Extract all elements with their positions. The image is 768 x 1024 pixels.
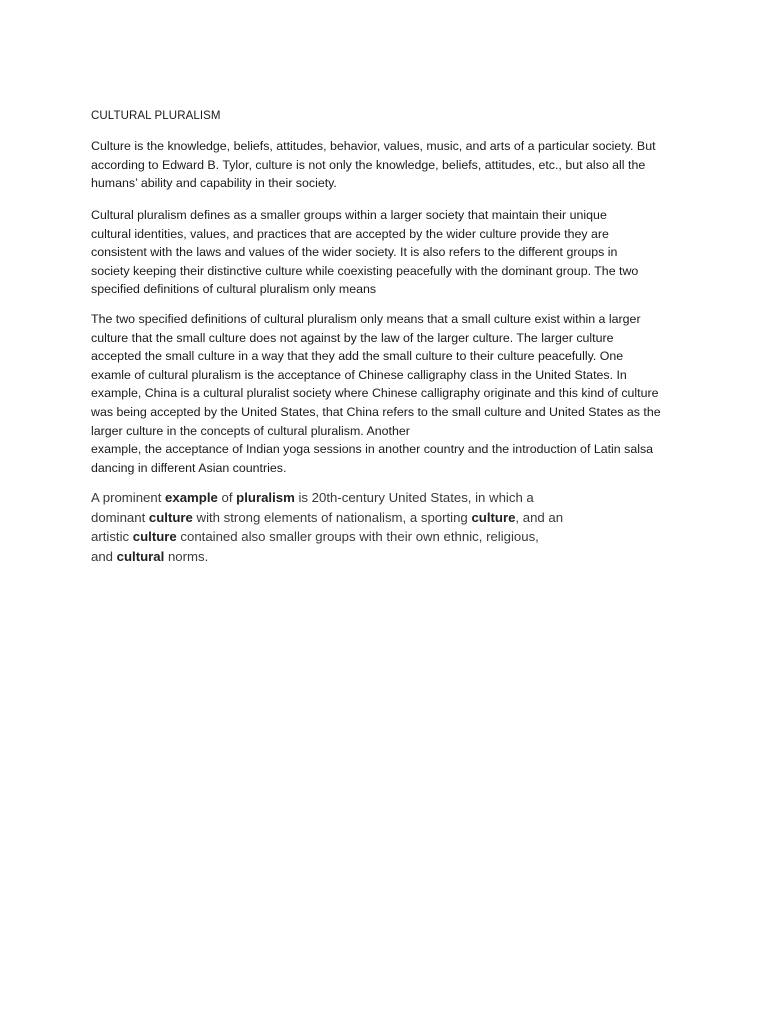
- quote-text: , and an: [515, 509, 564, 525]
- quote-text: with strong elements of nationalism, a sporting: [192, 509, 472, 525]
- quote-keyword: example: [165, 490, 218, 505]
- quote-keyword: culture: [132, 529, 177, 545]
- quote-text: is 20th-century United States, in which a: [294, 490, 534, 505]
- quote-text: of: [217, 490, 237, 505]
- paragraph-pluralism-examples: [91, 310, 681, 477]
- paragraph-line: larger culture in the concepts of cultural pluralism. Another: [91, 423, 410, 438]
- paragraph-line: humans’ ability and capability in their society.: [91, 176, 337, 191]
- paragraph-pluralism-definition: [91, 206, 681, 299]
- quote-line: [91, 508, 681, 528]
- paragraph-line: examle of cultural pluralism is the acceptance of Chinese calligraphy class in the United States. In: [91, 367, 627, 382]
- paragraph-line: dancing in different Asian countries.: [91, 460, 287, 475]
- document-title: CULTURAL PLURALISM: [91, 110, 221, 122]
- quote-keyword: pluralism: [236, 490, 295, 505]
- paragraph-line: specified definitions of cultural pluralism only means: [91, 282, 377, 297]
- paragraph-line: society keeping their distinctive culture while coexisting peacefully with the dominant group. The two: [91, 263, 639, 278]
- paragraph-line: The two specified definitions of cultural pluralism only means that a small culture exist within a larger: [91, 312, 641, 326]
- paragraph-line: was being accepted by the United States, that China refers to the small culture and United States as the: [91, 404, 661, 419]
- quote-text: norms.: [164, 548, 209, 564]
- paragraph-culture-definition: [91, 137, 681, 193]
- paragraph-line: example, the acceptance of Indian yoga sessions in another country and the introduction of Latin salsa: [91, 442, 654, 457]
- quote-text: artistic: [91, 529, 133, 545]
- paragraph-line: according to Edward B. Tylor, culture is not only the knowledge, beliefs, attitudes, etc., but also all the: [91, 157, 646, 172]
- quote-text: contained also smaller groups with their own ethnic, religious,: [176, 529, 539, 545]
- paragraph-line: Culture is the knowledge, beliefs, attitudes, behavior, values, music, and arts of a particular society. But: [91, 139, 656, 153]
- quote-keyword: cultural: [116, 548, 165, 564]
- paragraph-line: example, China is a cultural pluralist society where Chinese calligraphy originate and this kind of culture: [91, 386, 659, 401]
- quoted-excerpt: [91, 488, 681, 566]
- quote-keyword: culture: [471, 509, 516, 525]
- paragraph-line: Cultural pluralism defines as a smaller groups within a larger society that maintain their unique: [91, 208, 607, 222]
- paragraph-line: culture that the small culture does not against by the law of the larger culture. The larger culture: [91, 330, 614, 345]
- quote-line: [91, 488, 681, 508]
- quote-keyword: culture: [148, 509, 193, 525]
- quote-text: and: [91, 548, 117, 564]
- paragraph-line: cultural identities, values, and practices that are accepted by the wider culture provide they are: [91, 226, 609, 241]
- quote-text: dominant: [91, 509, 149, 525]
- quote-line: [91, 547, 681, 567]
- paragraph-line: accepted the small culture in a way that they add the small culture to their culture peacefully. One: [91, 349, 624, 364]
- quote-line: [91, 527, 681, 547]
- paragraph-line: consistent with the laws and values of the wider society. It is also refers to the different groups in: [91, 245, 618, 260]
- quote-text: A prominent: [91, 490, 166, 505]
